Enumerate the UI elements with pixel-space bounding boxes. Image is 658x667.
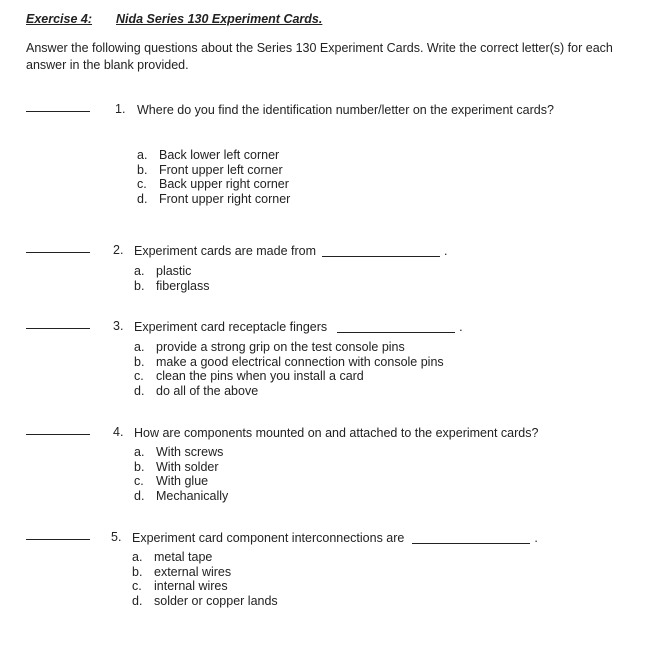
option-4d: d. Mechanically <box>134 488 229 503</box>
question-number-4: 4. <box>113 425 124 439</box>
options-3 <box>134 340 444 398</box>
question-text-4: How are components mounted on and attached to the experiment cards? <box>134 426 539 440</box>
question-number-1: 1. <box>115 102 126 116</box>
answer-blank-1[interactable] <box>26 111 90 112</box>
question-number-2: 2. <box>113 243 124 257</box>
answer-blank-4[interactable] <box>26 434 90 435</box>
answer-blank-5[interactable] <box>26 539 90 540</box>
exercise-label: Exercise 4: <box>26 12 93 26</box>
options-1 <box>137 148 290 206</box>
option-4b: b. With solder <box>134 459 219 474</box>
inline-blank-5[interactable] <box>412 543 530 544</box>
instructions: Answer the following questions about the Series 130 Experiment Cards. Write the correct letter(s) for each answer in the blank provided. <box>26 41 613 72</box>
question-text-1: Where do you find the identification number/letter on the experiment cards? <box>137 103 554 117</box>
question-number-5: 5. <box>111 530 122 544</box>
question-text-2: Experiment cards are made from . <box>134 244 448 258</box>
option-2b: b. fiberglass <box>134 278 210 293</box>
option-1a: a. Back lower left corner <box>137 148 280 162</box>
inline-blank-3[interactable] <box>337 332 455 333</box>
option-1b: b. Front upper left corner <box>137 162 283 177</box>
option-5b: b. external wires <box>132 564 232 579</box>
option-2a: a. plastic <box>134 264 192 278</box>
option-4a: a. With screws <box>134 445 224 459</box>
option-5a: a. metal tape <box>132 550 213 564</box>
option-3a: a. provide a strong grip on the test console pins <box>134 340 405 354</box>
option-3b: b. make a good electrical connection with console pins <box>134 354 444 369</box>
answer-blank-3[interactable] <box>26 328 90 329</box>
option-4c: c. With glue <box>134 474 209 488</box>
option-5d: d. solder or copper lands <box>132 593 278 608</box>
page-title: Nida Series 130 Experiment Cards. <box>116 12 323 26</box>
answer-blank-2[interactable] <box>26 252 90 253</box>
question-number-3: 3. <box>113 319 124 333</box>
question-text-5: Experiment card component interconnections are . <box>132 531 538 545</box>
options-4 <box>134 445 228 503</box>
option-3c: c. clean the pins when you install a card <box>134 369 364 383</box>
options-5 <box>132 550 278 608</box>
option-5c: c. internal wires <box>132 579 228 593</box>
question-text-3: Experiment card receptacle fingers . <box>134 320 463 334</box>
inline-blank-2[interactable] <box>322 256 440 257</box>
option-3d: d. do all of the above <box>134 383 259 398</box>
option-1c: c. Back upper right corner <box>137 177 289 191</box>
option-1d: d. Front upper right corner <box>137 191 291 206</box>
options-2 <box>134 264 210 293</box>
